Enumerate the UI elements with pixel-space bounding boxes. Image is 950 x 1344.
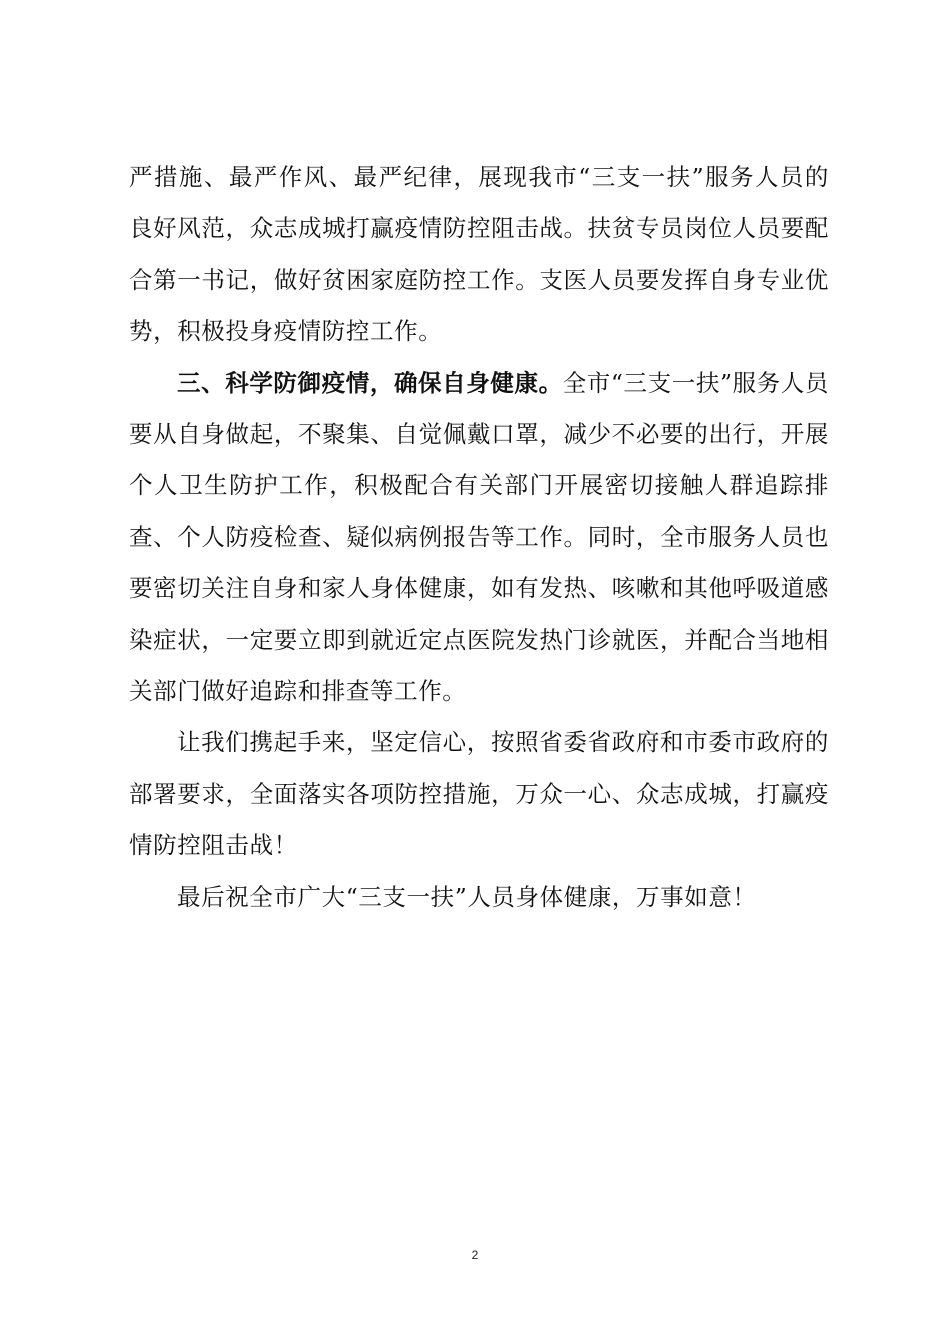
paragraph-text: 严措施、最严作风、最严纪律，展现我市“三支一扶”服务人员的良好风范，众志成城打赢疫情防控阻击战。扶贫专员岗位人员要配合第一书记，做好贫困家庭防控工作。支医人员要发挥自身专业优势，积极投身疫情防控工作。 [129, 163, 829, 346]
paragraph-text: 让我们携起手来，坚定信心，按照省委省政府和市委市政府的部署要求，全面落实各项防控措施，万众一心、众志成城，打赢疫情防控阻击战！ [129, 728, 829, 860]
paragraph-text: 全市“三支一扶”服务人员要从自身做起，不聚集、自觉佩戴口罩，减少不必要的出行，开展个人卫生防护工作，积极配合有关部门开展密切接触人群追踪排查、个人防疫检查、疑似病例报告等工作。同时，全市服务人员也要密切关注自身和家人身体健康，如有发热、咳嗽和其他呼吸道感染症状，一定要立即到就近定点医院发热门诊就医，并配合当地相关部门做好追踪和排查等工作。 [129, 368, 829, 706]
paragraph-call-to-action [129, 717, 829, 871]
paragraph-continuation [129, 152, 829, 358]
paragraph-closing-wishes [129, 872, 829, 923]
paragraph-section-three [129, 358, 829, 718]
document-body [129, 152, 829, 923]
section-heading: 三、科学防御疫情，确保自身健康。 [177, 368, 563, 397]
page-number: 2 [471, 1248, 479, 1262]
paragraph-text: 最后祝全市广大“三支一扶”人员身体健康，万事如意！ [177, 882, 757, 911]
